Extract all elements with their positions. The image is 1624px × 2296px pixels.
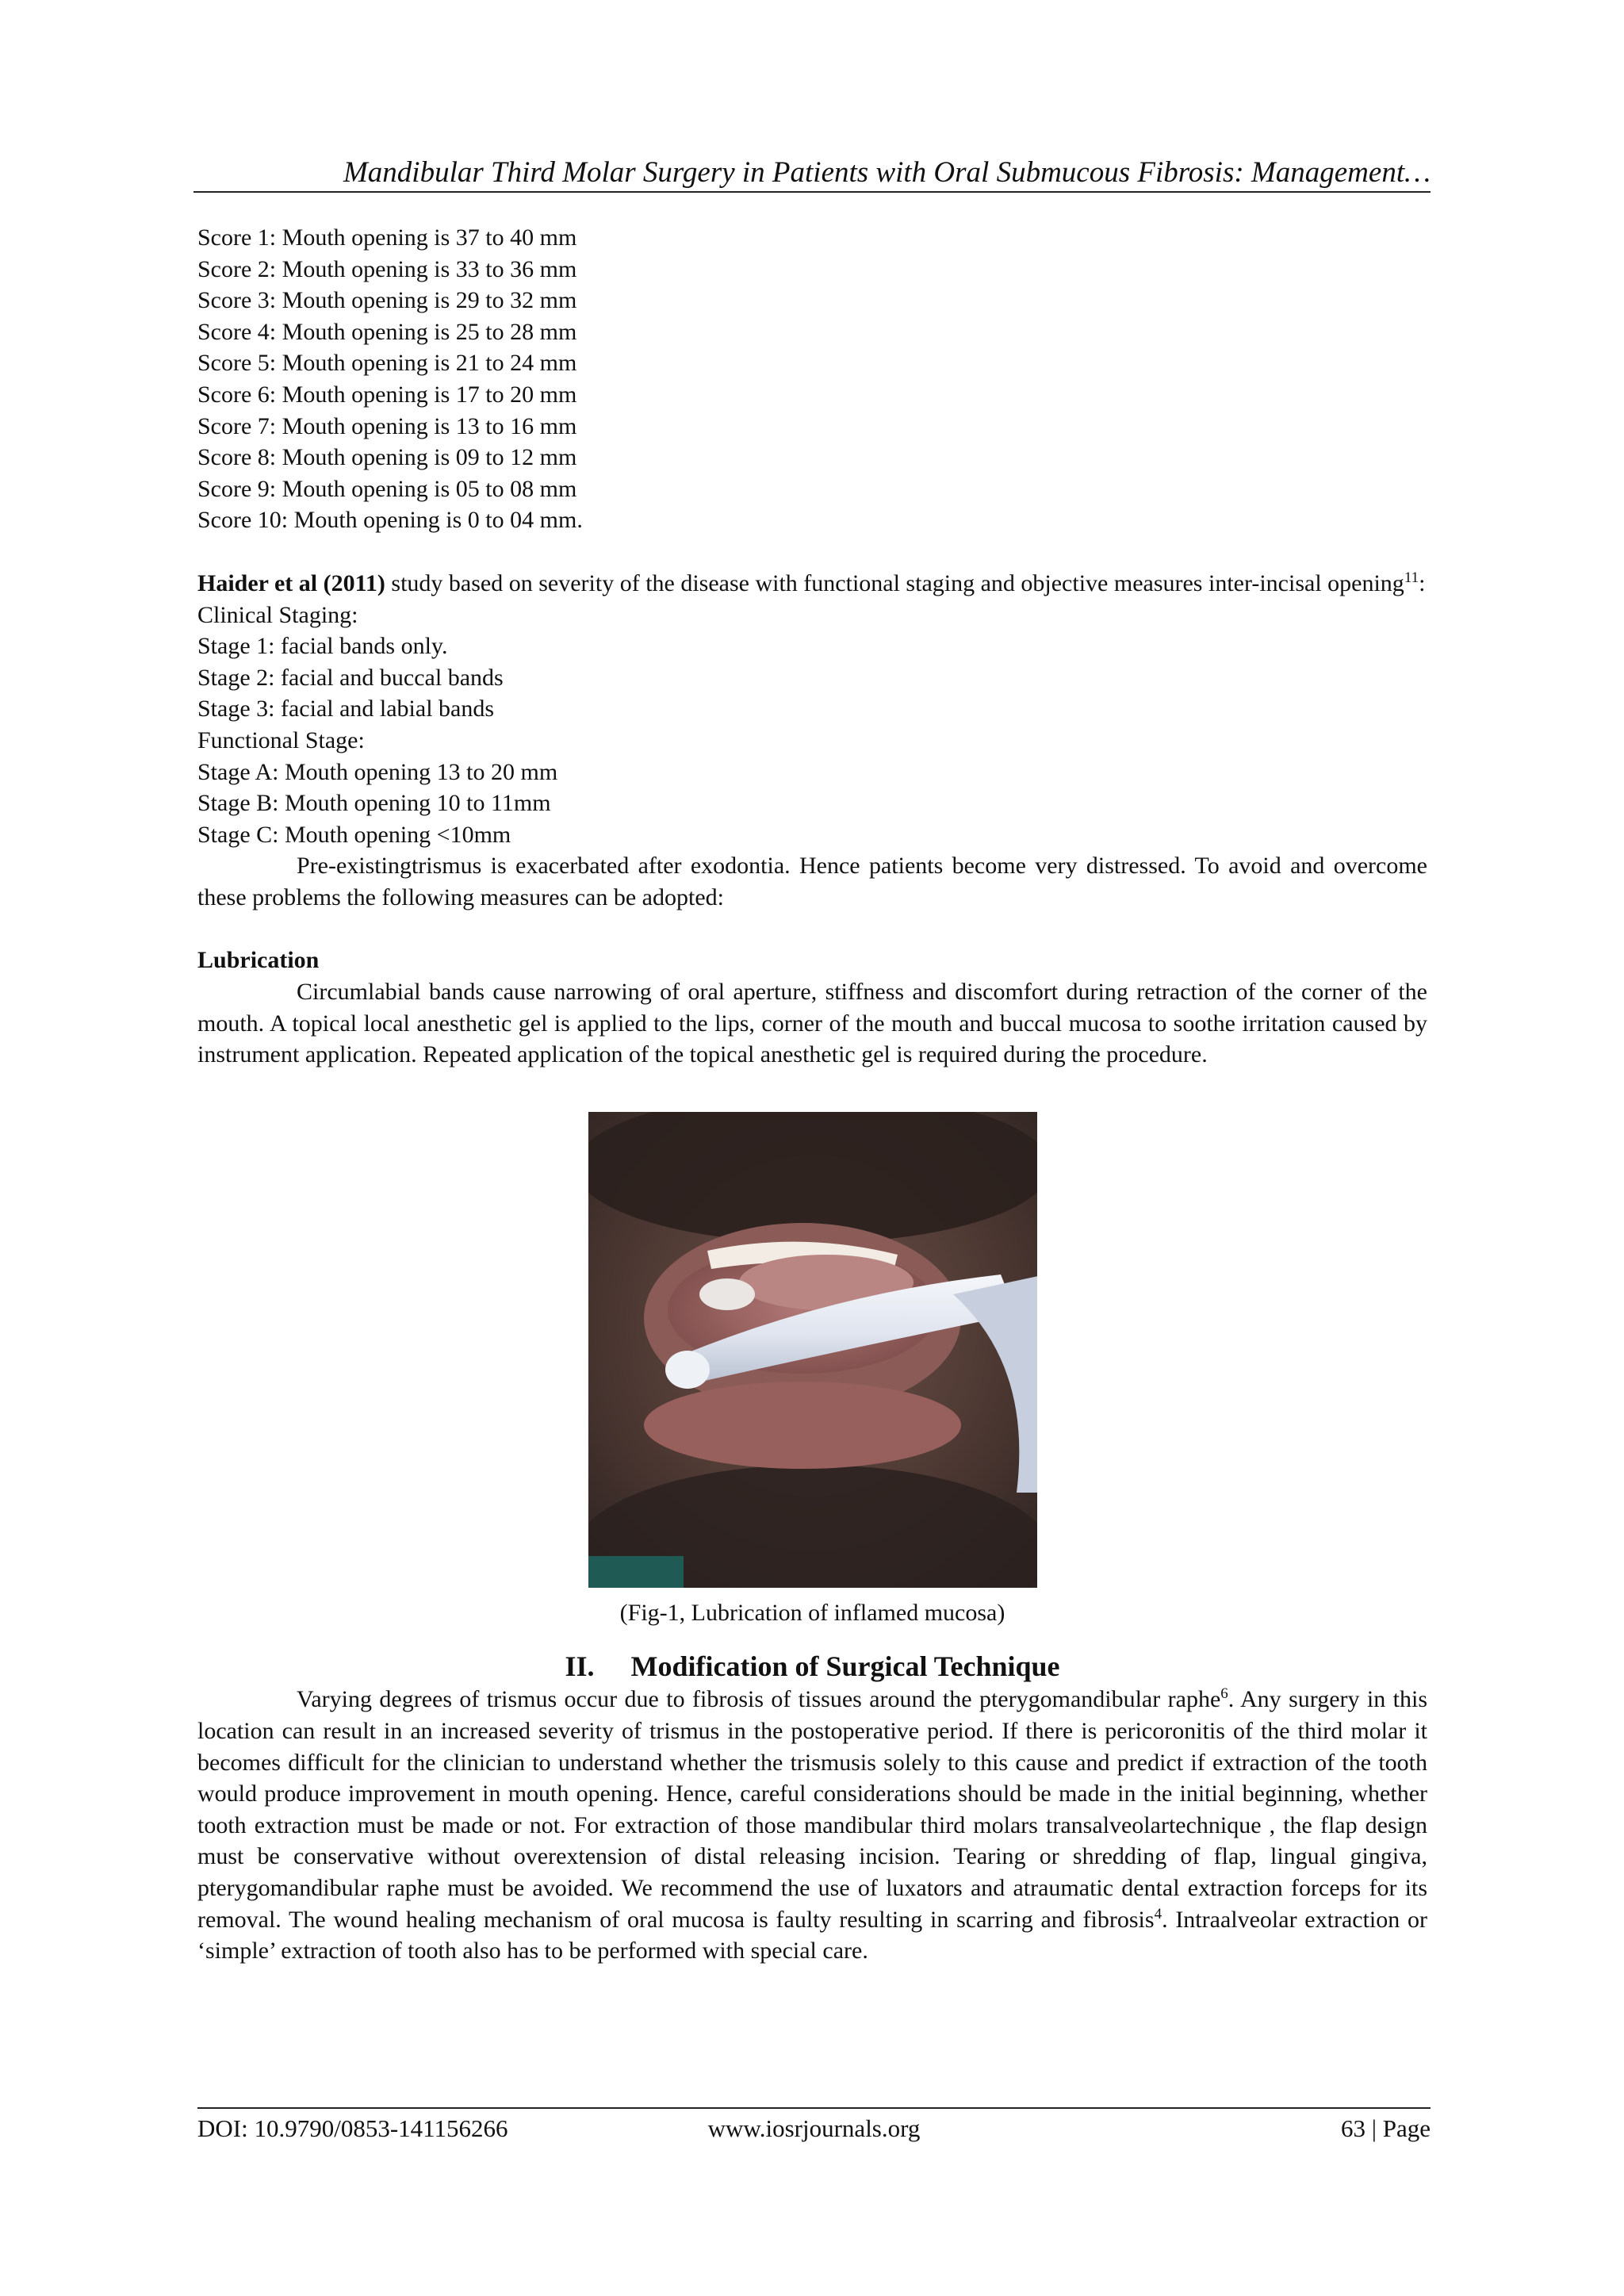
functional-stage-heading: Functional Stage: (197, 726, 365, 753)
haider-tail: : (1419, 569, 1426, 596)
header-rule (193, 191, 1431, 193)
score-item: Score 6: Mouth opening is 17 to 20 mm (197, 381, 577, 408)
clinical-staging-heading: Clinical Staging: (197, 601, 358, 628)
functional-stage-item: Stage C: Mouth opening <10mm (197, 821, 511, 848)
reference-marker: 6 (1220, 1685, 1228, 1703)
figure-caption: (Fig-1, Lubrication of inflamed mucosa) (619, 1599, 1005, 1626)
section-title: Modification of Surgical Technique (630, 1650, 1060, 1683)
score-item: Score 7: Mouth opening is 13 to 16 mm (197, 412, 577, 439)
section-number: II. (565, 1650, 595, 1683)
clinical-stage-item: Stage 2: facial and buccal bands (197, 664, 504, 691)
paragraph-text: . Any surgery in this location can result in an increased severity of trismus in the postoperative period. If there is pericoronitis of the third molar it becomes difficult for the clinician to understand whether the trismusis solely to this cause and predict if extraction of the tooth would produce improvement in mouth opening. Hence, careful considerations should be made in the initial beginning, whether tooth extraction must be made or not. For extraction of those mandibular third molars transalveolartechnique , the flap design must be conservative without overextension of distal releasing incision. Tearing or shredding of flap, lingual gingiva, pterygomandibular raphe must be avoided. We recommend the use of luxators and atraumatic dental extraction forceps for its removal. The wound healing mechanism of oral mucosa is faulty resulting in scarring and fibrosis (197, 1686, 1427, 1933)
reference-marker: 11 (1404, 569, 1419, 586)
trismus-paragraph: Pre-existingtrismus is exacerbated after exodontia. Hence patients become very distressed. To avoid and overcome these problems the following measures can be adopted: (197, 853, 1427, 910)
footer-rule (197, 2107, 1431, 2109)
article-body (197, 222, 1427, 1967)
footer-website: www.iosrjournals.org (707, 2114, 921, 2142)
score-item: Score 5: Mouth opening is 21 to 24 mm (197, 350, 577, 377)
running-header: Mandibular Third Molar Surgery in Patients with Oral Submucous Fibrosis: Management… (343, 156, 1431, 189)
paragraph-text: Varying degrees of trismus occur due to fibrosis of tissues around the pterygomandibular raphe (297, 1686, 1221, 1713)
haider-citation: Haider et al (2011) (197, 569, 385, 596)
reference-marker: 4 (1154, 1905, 1162, 1922)
functional-stage-item: Stage B: Mouth opening 10 to 11mm (197, 790, 551, 817)
section-heading (197, 1649, 1427, 1684)
lubrication-heading: Lubrication (197, 947, 320, 974)
mouth-photo-illustration (588, 1112, 1037, 1588)
haider-text: study based on severity of the disease with functional staging and objective measures inter-incisal opening (385, 569, 1404, 596)
footer-page-number: 63 | Page (1341, 2114, 1431, 2142)
score-item: Score 10: Mouth opening is 0 to 04 mm. (197, 507, 583, 534)
paragraph-text: . Intraalveolar extraction or ‘simple’ extraction of tooth also has to be performed with special care. (197, 1906, 1427, 1964)
score-item: Score 9: Mouth opening is 05 to 08 mm (197, 475, 577, 502)
score-item: Score 2: Mouth opening is 33 to 36 mm (197, 255, 577, 282)
footer-doi: DOI: 10.9790/0853-141156266 (197, 2114, 508, 2142)
score-item: Score 8: Mouth opening is 09 to 12 mm (197, 444, 577, 471)
score-item: Score 1: Mouth opening is 37 to 40 mm (197, 224, 577, 251)
haider-paragraph (197, 568, 1427, 600)
figure-photo (588, 1112, 1037, 1588)
score-item: Score 4: Mouth opening is 25 to 28 mm (197, 318, 577, 345)
score-list (197, 222, 1427, 536)
clinical-stage-item: Stage 1: facial bands only. (197, 633, 448, 660)
clinical-stage-item: Stage 3: facial and labial bands (197, 696, 495, 723)
functional-stage-item: Stage A: Mouth opening 13 to 20 mm (197, 758, 558, 785)
score-item: Score 3: Mouth opening is 29 to 32 mm (197, 287, 577, 314)
surgical-technique-paragraph (197, 1684, 1427, 1966)
lubrication-paragraph: Circumlabial bands cause narrowing of oral aperture, stiffness and discomfort during retraction of the corner of the mouth. A topical local anesthetic gel is applied to the lips, corner of the mouth and buccal mucosa to soothe irritation caused by instrument application. Repeated application of the topical anesthetic gel is required during the procedure. (197, 979, 1427, 1068)
